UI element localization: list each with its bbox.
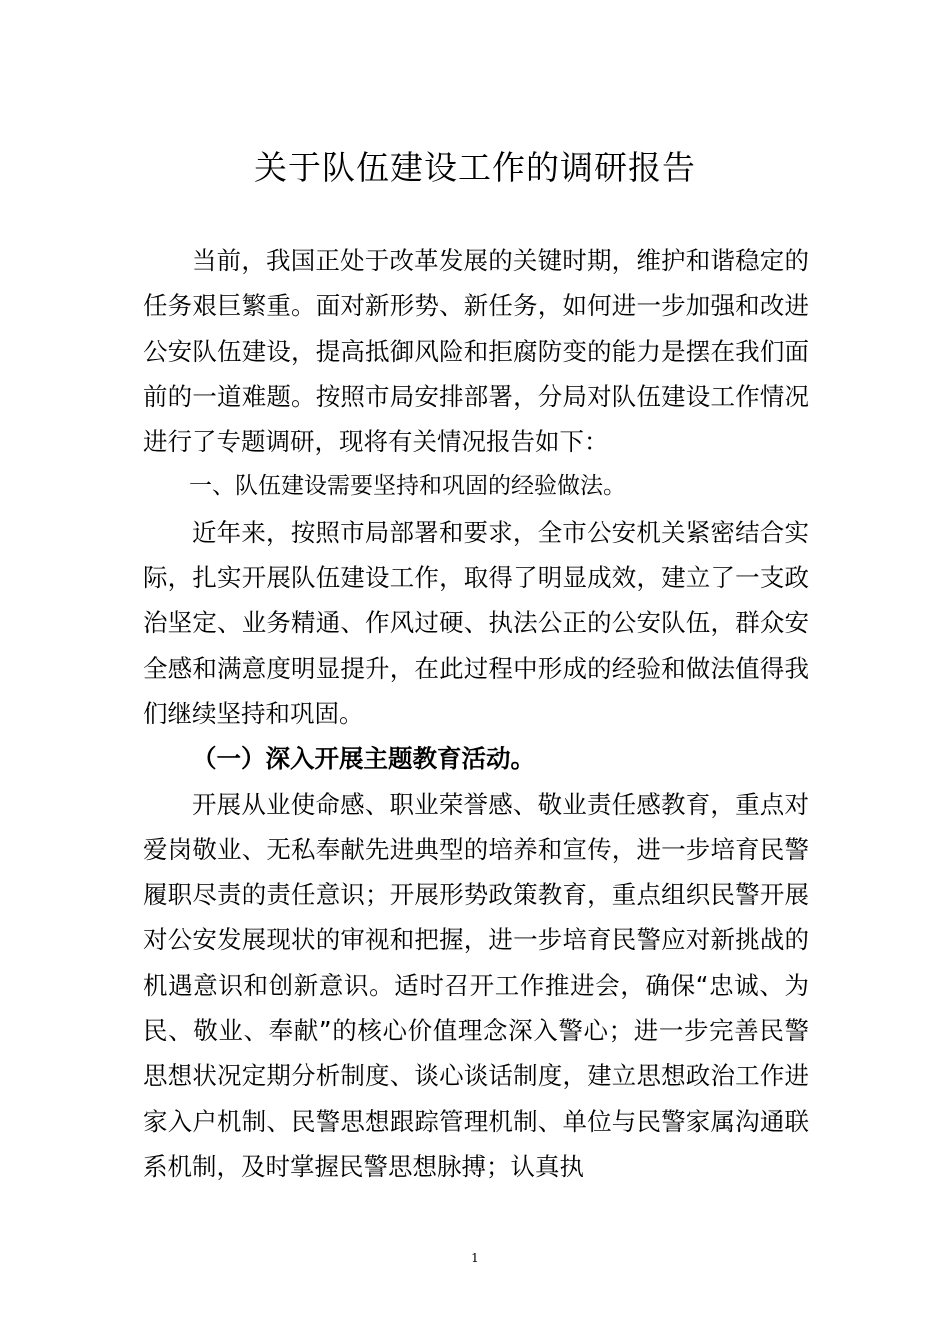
section-heading: 一、队伍建设需要坚持和巩固的经验做法。 xyxy=(189,473,626,500)
subsection-heading: （一）深入开展主题教育活动。 xyxy=(192,744,535,774)
section-paragraph: 近年来，按照市局部署和要求，全市公安机关紧密结合实际，扎实开展队伍建设工作，取得了明显成效，建立了一支政治坚定、业务精通、作风过硬、执法公正的公安队伍，群众安全感和满意度明显提升，在此过程中形成的经验和做法值得我们继续坚持和巩固。 xyxy=(143,517,809,728)
document-title: 关于队伍建设工作的调研报告 xyxy=(254,148,696,187)
document-body xyxy=(143,238,809,1189)
subsection-paragraph: 开展从业使命感、职业荣誉感、敬业责任感教育，重点对爱岗敬业、无私奉献先进典型的培养和宣传，进一步培育民警履职尽责的责任意识；开展形势政策教育，重点组织民警开展对公安发展现状的审视和把握，进一步培育民警应对新挑战的机遇意识和创新意识。适时召开工作推进会，确保“忠诚、为民、敬业、奉献”的核心价值理念深入警心；进一步完善民警思想状况定期分析制度、谈心谈话制度，建立思想政治工作进家入户机制、民警思想跟踪管理机制、单位与民警家属沟通联系机制，及时掌握民警思想脉搏；认真执 xyxy=(143,789,809,1181)
intro-paragraph: 当前，我国正处于改革发展的关键时期，维护和谐稳定的任务艰巨繁重。面对新形势、新任务，如何进一步加强和改进公安队伍建设，提高抵御风险和拒腐防变的能力是摆在我们面前的一道难题。按照市局安排部署，分局对队伍建设工作情况进行了专题调研，现将有关情况报告如下： xyxy=(143,246,809,457)
page-number: 1 xyxy=(471,1251,479,1265)
